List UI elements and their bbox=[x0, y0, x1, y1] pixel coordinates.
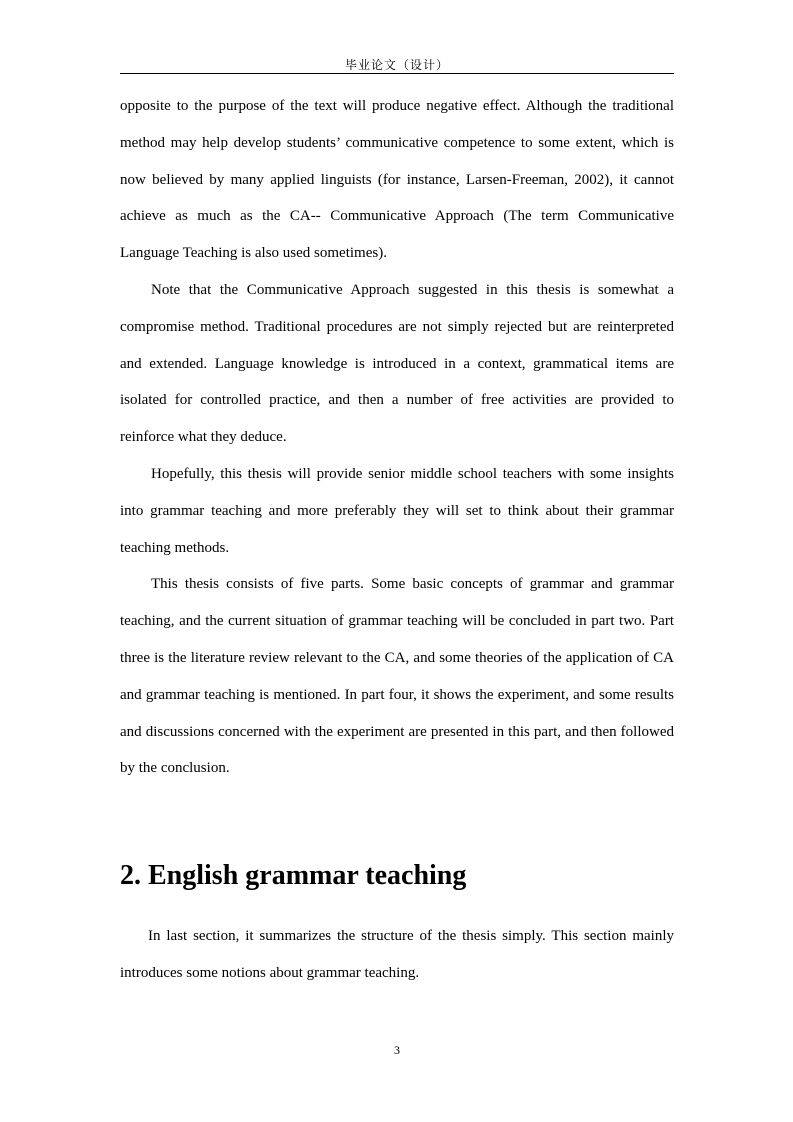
section-body bbox=[120, 918, 674, 992]
paragraph-communicative-approach: Note that the Communicative Approach suggested in this thesis is somewhat a compromise method. Traditional procedures are not simply rejected but are reinterpreted and extended. Language knowledge is introduced in a context, grammatical items are isolated for controlled practice, and then a number of free activities are provided to reinforce what they deduce. bbox=[120, 281, 674, 446]
paragraph-section-intro: In last section, it summarizes the structure of the thesis simply. This section mainly introduces some notions about grammar teaching. bbox=[120, 928, 674, 981]
page-header: 毕业论文（设计） bbox=[344, 58, 449, 72]
paragraph-thesis-purpose: Hopefully, this thesis will provide senior middle school teachers with some insights into grammar teaching and more preferably they will set to think about their grammar teaching methods. bbox=[120, 465, 674, 556]
paragraph-thesis-structure: This thesis consists of five parts. Some basic concepts of grammar and grammar teaching, and the current situation of grammar teaching will be concluded in part two. Part three is the literature review relevant to the CA, and some theories of the application of CA and grammar teaching is mentioned. In part four, it shows the experiment, and some results and discussions concerned with the experiment are presented in this part, and then followed by the conclusion. bbox=[120, 576, 674, 777]
paragraph-continuation: opposite to the purpose of the text will produce negative effect. Although the traditional method may help develop students’ communicative competence to some extent, which is now believed by many applied linguists (for instance, Larsen-Freeman, 2002), it cannot achieve as much as the CA-- Communicative Approach (The term Communicative Language Teaching is also used sometimes). bbox=[120, 98, 674, 262]
page-number: 3 bbox=[394, 1043, 400, 1057]
section-heading: 2. English grammar teaching bbox=[120, 860, 467, 891]
header-rule bbox=[120, 73, 674, 74]
body-text bbox=[120, 88, 674, 787]
